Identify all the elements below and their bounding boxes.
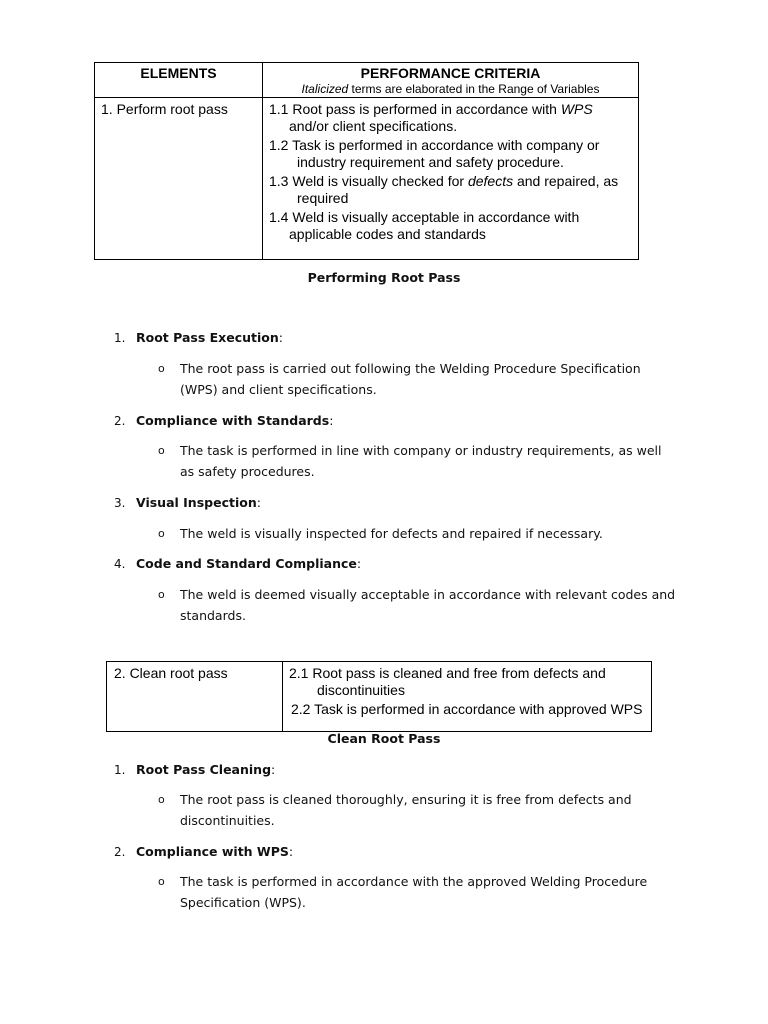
hollow-circle-bullet-icon: o [158, 527, 165, 540]
section-title-clean-root-pass: Clean Root Pass [327, 731, 441, 746]
hollow-circle-bullet-icon: o [158, 875, 165, 888]
elements-header: ELEMENTS [95, 63, 263, 98]
list-item: 4. Code and Standard Compliance: [114, 556, 362, 571]
list-item: 2. Compliance with Standards: [114, 413, 334, 428]
hollow-circle-bullet-icon: o [158, 362, 165, 375]
list-item-bullet: o The root pass is carried out following the Welding Procedure Specification (WPS) and client specifications. [158, 361, 641, 397]
list-item-bullet: o The task is performed in accordance with the approved Welding Procedure Specification (WPS). [158, 874, 648, 910]
list-item: 1. Root Pass Execution: [114, 330, 283, 345]
criteria-note: Italicized terms are elaborated in the Range of Variables [301, 82, 600, 96]
criterion-2-2: 2.2 Task is performed in accordance with approved WPS [291, 701, 643, 717]
list-item-bullet: o The weld is visually inspected for defects and repaired if necessary. [158, 524, 678, 545]
hollow-circle-bullet-icon: o [158, 793, 165, 806]
criteria-header: PERFORMANCE CRITERIA Italicized terms are elaborated in the Range of Variables [263, 63, 639, 98]
element-cell: 2. Clean root pass [107, 662, 283, 732]
criterion-1-2: 1.2 Task is performed in accordance with company or industry requirement and safety procedure. [269, 137, 600, 170]
criterion-1-3: 1.3 Weld is visually checked for defects and repaired, as required [269, 173, 619, 206]
list-item-bullet: o The task is performed in line with company or industry requirements, as well as safety procedures. [158, 443, 662, 479]
section-title-performing-root-pass: Performing Root Pass [307, 270, 461, 285]
list-item: 3. Visual Inspection: [114, 495, 261, 510]
performance-criteria-table-1 [94, 62, 639, 260]
element-cell: 1. Perform root pass [95, 98, 263, 260]
criterion-2-1: 2.1 Root pass is cleaned and free from defects and discontinuities [289, 665, 606, 698]
performance-criteria-table-2 [106, 661, 652, 732]
list-item: 1. Root Pass Cleaning: [114, 762, 276, 777]
list-item: 2. Compliance with WPS: [114, 844, 294, 859]
criteria-cell [283, 662, 652, 732]
hollow-circle-bullet-icon: o [158, 444, 165, 457]
criterion-1-1: 1.1 Root pass is performed in accordance with WPS and/or client specifications. [269, 101, 593, 134]
criterion-1-4: 1.4 Weld is visually acceptable in accordance with applicable codes and standards [269, 209, 580, 242]
list-item-bullet: o The root pass is cleaned thoroughly, ensuring it is free from defects and discontinuities. [158, 792, 632, 828]
list-item-bullet: o The weld is deemed visually acceptable in accordance with relevant codes and standards. [158, 587, 676, 623]
criteria-cell [263, 98, 639, 260]
hollow-circle-bullet-icon: o [158, 588, 165, 601]
